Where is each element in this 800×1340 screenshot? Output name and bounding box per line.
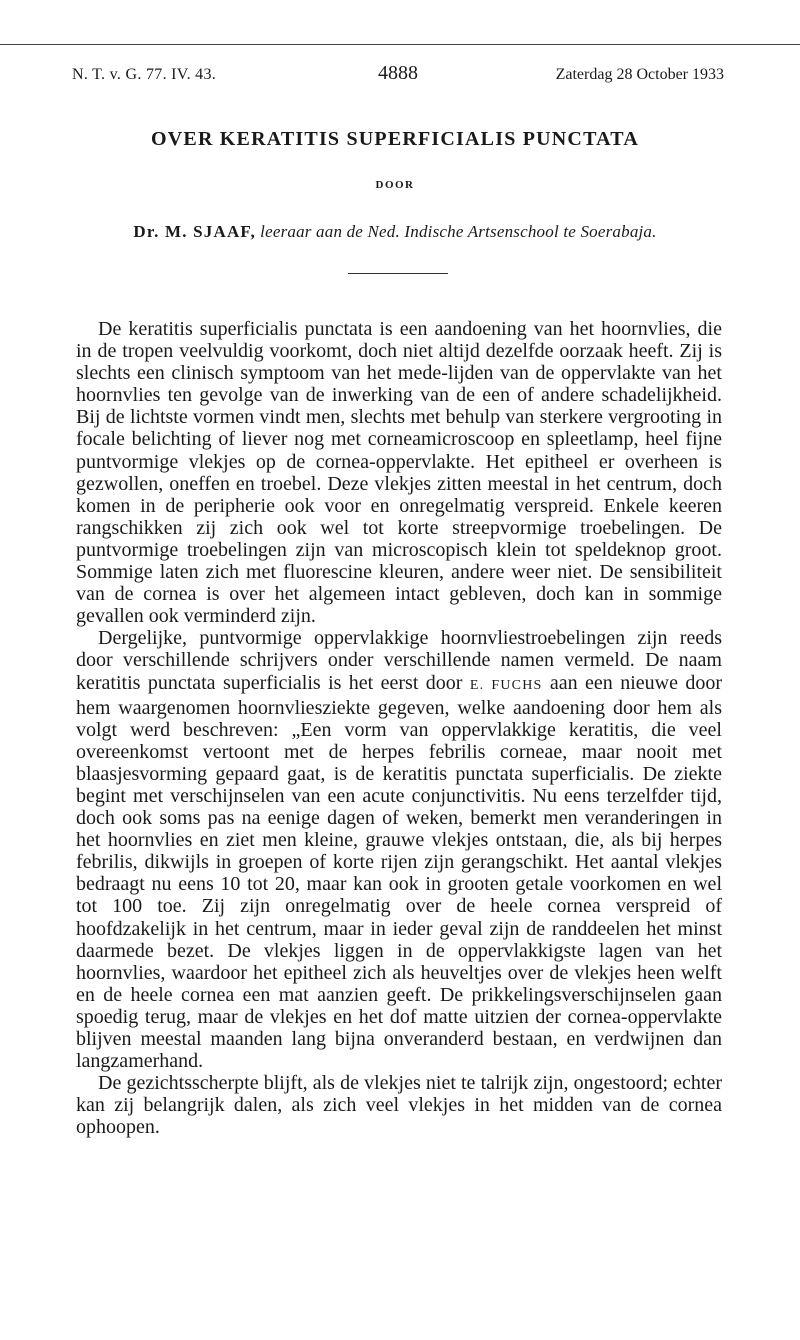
author-affiliation: leeraar aan de Ned. Indische Artsenschool te Soerabaja. bbox=[260, 222, 657, 241]
top-rule bbox=[0, 44, 800, 45]
article-body bbox=[76, 318, 722, 1138]
running-head bbox=[72, 62, 724, 92]
paragraph-2 bbox=[76, 627, 722, 1072]
paragraph-1: De keratitis superficialis punctata is een aandoening van het hoornvlies, die in de tropen veelvuldig voorkomt, doch niet altijd dezelfde oorzaak heeft. Zij is slechts een clinisch symptoom van het mede-lijden van de oppervlakte van het hoornvlies ten gevolge van de inwerking van de een of andere schadelijkheid. Bij de lichtste vormen vindt men, slechts met behulp van sterkere vergrooting in focale belichting of liever nog met corneamicroscoop en spleetlamp, heel fijne puntvormige vlekjes op de cornea-oppervlakte. Het epitheel er overheen is gezwollen, oneffen en troebel. Deze vlekjes zitten meestal in het centrum, doch komen in de peripherie ook voor en onregelmatig verspreid. Enkele keeren rangschikken zij zich ook wel tot korte streepvormige troebelingen. De puntvormige troebelingen zijn van microscopisch klein tot speldeknop groot. Sommige laten zich met fluorescine kleuren, andere weer niet. De sensibiliteit van de cornea is over het algemeen intact gebleven, doch kan in sommige gevallen ook verminderd zijn. bbox=[76, 318, 722, 628]
page-number: 4888 bbox=[378, 62, 418, 84]
article-title: OVER KERATITIS SUPERFICIALIS PUNCTATA bbox=[151, 128, 639, 150]
paragraph-3: De gezichtsscherpte blijft, als de vlekjes niet te talrijk zijn, ongestoord; echter kan zij belangrijk dalen, als zich veel vlekjes in het midden van de cornea ophoopen. bbox=[76, 1072, 722, 1139]
byline: DOOR bbox=[375, 179, 415, 191]
cited-author: E. FUCHS bbox=[469, 677, 543, 693]
journal-reference: N. T. v. G. 77. IV. 43. bbox=[72, 66, 217, 83]
author-line bbox=[0, 222, 790, 242]
author-name: Dr. M. SJAAF, bbox=[133, 222, 256, 241]
paragraph-2-text-b: aan een nieuwe door hem waargenomen hoornvliesziekte gegeven, welke aandoening door hem als volgt werd beschreven: „Een vorm van oppervlakkige keratitis, die veel overeenkomst vertoont met de herpes febrilis corneae, maar nooit met blaasjesvorming gepaard gaat, is de keratitis punctata superficialis. De ziekte begint met verschijnselen van een acute conjunctivitis. Nu eens terzelfder tijd, doch ook soms pas na eenige dagen of weken, bemerkt men veranderingen in het hoornvlies en ziet men kleine, grauwe vlekjes ontstaan, die, als bij herpes febrilis, dikwijls in groepen of korte rijen zijn gerangschikt. Het aantal vlekjes bedraagt nu eens 10 tot 20, maar kan ook in grooten getale voorkomen en wel tot 100 toe. Zij zijn onregelmatig over de heele cornea verspreid of hoofdzakelijk in het centrum, maar in ieder geval zijn de randdeelen het minst daarmede bezet. De vlekjes liggen in de oppervlakkigste lagen van het hoornvlies, waardoor het epitheel zich als heuveltjes over de vlekjes heen welft en de heele cornea een mat aanzien geeft. De prikkelingsverschijnselen gaan spoedig terug, maar de vlekjes en het dof matte uitzien der cornea-oppervlakte blijven meestal maanden lang bijna onveranderd bestaan, en verdwijnen dan langzamerhand. bbox=[76, 671, 722, 1073]
paragraph-2-text-a: Dergelijke, puntvormige oppervlakkige hoornvliestroebelingen zijn reeds door verschillende schrijvers onder verschillende namen vermeld. De naam keratitis punctata superficialis is het eerst door bbox=[76, 627, 722, 694]
title-separator-rule bbox=[348, 273, 448, 274]
issue-date: Zaterdag 28 October 1933 bbox=[555, 66, 724, 83]
